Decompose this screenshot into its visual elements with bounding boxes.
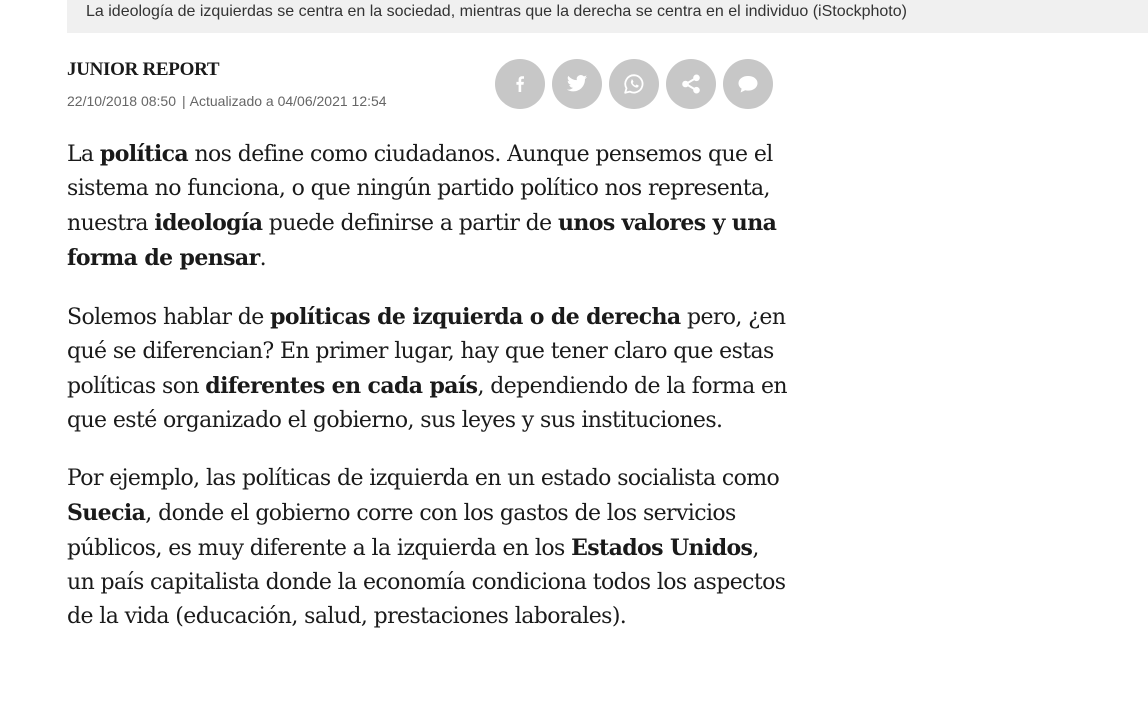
highlighted-text: unos valores y una forma de pensar — [67, 210, 777, 271]
paragraph-text: . — [259, 246, 266, 271]
share-icon — [680, 73, 702, 95]
paragraph-text: , donde el gobierno corre con los gastos de los servicios públicos, es muy diferente a la izquierda en los — [67, 501, 736, 561]
share-toolbar — [495, 59, 773, 109]
author-name[interactable]: JUNIOR REPORT — [67, 59, 220, 80]
article-paragraph — [67, 137, 787, 276]
highlighted-text: política — [99, 141, 189, 167]
paragraph-text: nos define como ciudadanos. Aunque pensemos que el sistema no funciona, o que ningún partido político nos representa, nuestra — [67, 142, 773, 236]
article-paragraph — [67, 300, 787, 438]
paragraph-text: La — [67, 142, 100, 167]
highlighted-text: ideología — [154, 210, 263, 236]
highlighted-text: diferentes en cada país — [205, 373, 478, 399]
image-caption: La ideología de izquierdas se centra en la sociedad, mientras que la derecha se centra en el individuo (iStockphoto) — [86, 3, 907, 20]
published-date: 22/10/2018 08:50 — [67, 93, 176, 109]
highlighted-text: políticas de izquierda o de derecha — [270, 304, 681, 330]
paragraph-text: Por ejemplo, las políticas de izquierda en un estado socialista como — [67, 466, 780, 491]
whatsapp-icon — [623, 73, 645, 95]
share-twitter-button[interactable] — [552, 59, 602, 109]
comments-button[interactable] — [723, 59, 773, 109]
paragraph-text: , dependiendo de la forma en que esté organizado el gobierno, sus leyes y sus instituciones. — [67, 374, 787, 433]
date-separator: | — [182, 93, 186, 109]
highlighted-text: Suecia — [67, 500, 146, 526]
comment-icon — [736, 73, 760, 95]
dateline — [67, 93, 387, 109]
article-paragraph — [67, 462, 787, 634]
paragraph-text: Solemos hablar de — [67, 305, 271, 330]
article-body — [67, 137, 787, 658]
image-caption-bar — [67, 0, 1148, 33]
twitter-icon — [566, 74, 588, 94]
share-facebook-button[interactable] — [495, 59, 545, 109]
facebook-icon — [510, 74, 530, 94]
share-more-button[interactable] — [666, 59, 716, 109]
updated-date: Actualizado a 04/06/2021 12:54 — [189, 93, 387, 109]
paragraph-text: pero, ¿en qué se diferencian? En primer lugar, hay que tener claro que estas políticas son — [67, 305, 786, 399]
paragraph-text: , un país capitalista donde la economía condiciona todos los aspectos de la vida (educación, salud, prestaciones laborales). — [67, 536, 786, 629]
paragraph-text: puede definirse a partir de — [262, 211, 558, 236]
share-whatsapp-button[interactable] — [609, 59, 659, 109]
highlighted-text: Estados Unidos — [571, 535, 753, 561]
